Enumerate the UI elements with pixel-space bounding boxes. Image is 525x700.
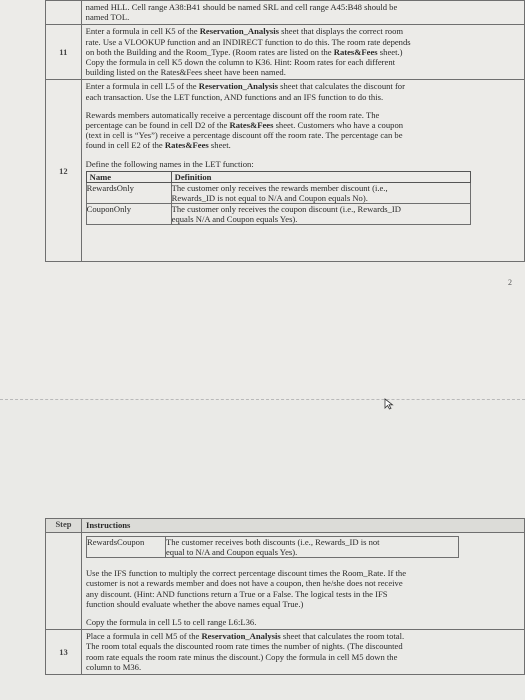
instruction-cell: named HLL. Cell range A38:B41 should be named SRL and cell range A45:B48 should be named TOL. xyxy=(81,1,524,25)
step-column-header: Step xyxy=(46,519,82,533)
table-row: CouponOnly The customer only receives the coupon discount (i.e., Rewards_ID equals N/A and Coupon equals Yes). xyxy=(86,203,470,224)
instruction-cell: Place a formula in cell M5 of the Reservation_Analysis sheet that calculates the room total. The room total equals the discounted room rate times the number of nights. (The discounted room rate equals the room rate minus the discount.) Copy the formula in cell M5 down the column to M36. xyxy=(81,630,524,675)
table-row xyxy=(46,533,525,630)
instructions-table-bottom xyxy=(45,518,525,675)
table-row: RewardsCoupon The customer receives both discounts (i.e., Rewards_ID is not equal to N/A and Coupon equals Yes). xyxy=(86,537,458,558)
instruction-cell: Enter a formula in cell K5 of the Reservation_Analysis sheet that displays the correct room rate. Use a VLOOKUP function and an INDIRECT function to do this. The room rate depends on both the Building and the Room_Type. (Room rates are listed on the Rates&Fees sheet.) Copy the formula in cell K5 down the column to K36. Hint: Room rates for each different building listed on the Rates&Fees sheet have been named. xyxy=(81,25,524,80)
table-row xyxy=(46,25,525,80)
instructions-column-header: Instructions xyxy=(81,519,524,533)
step-number: 11 xyxy=(46,25,82,80)
let-names-table xyxy=(86,171,471,225)
instruction-cell: Enter a formula in cell L5 of the Reservation_Analysis sheet that calculates the discount for each transaction. Use the LET function, AND functions and an IFS function to do this. Rewards members automatically receive a percentage discount off the room rate. The percentage can be found in cell D2 of the Rates&Fees sheet. Customers who have a coupon (text in cell is “Yes”) receive a percentage discount off the room rate. The percentage can be found in cell E2 of the Rates&Fees sheet. Define the following names in the LET function: Name Definition RewardsOnly The customer only receives the rewards member discount (i.e., Rewards_ID is not equal to N/A and Coupon equals No). CouponOnly The customer only receives the coupon discount (i.e., Rewards_ID equals N/A and Coupon equals Yes). xyxy=(81,80,524,262)
table-header-row xyxy=(46,519,525,533)
instruction-cell: RewardsCoupon The customer receives both discounts (i.e., Rewards_ID is not equal to N/A and Coupon equals Yes). Use the IFS function to multiply the correct percentage discount times the Room_Rate. If the customer is not a rewards member and does not have a coupon, then he/she does not receive any discount. (Hint: AND functions return a True or a False. The logical tests in the IFS function should evaluate whether the above names equal True.) Copy the formula in cell L5 to cell range L6:L36. xyxy=(81,533,524,630)
page-number: 2 xyxy=(508,278,512,287)
page-break-line xyxy=(0,399,525,400)
table-header-row: Name Definition xyxy=(86,171,470,182)
instructions-table-top xyxy=(45,0,525,262)
table-row xyxy=(46,630,525,675)
step-number: 13 xyxy=(46,630,82,675)
let-names-table-continued xyxy=(86,536,459,558)
mouse-cursor-icon xyxy=(384,398,394,410)
table-row: RewardsOnly The customer only receives the rewards member discount (i.e., Rewards_ID is not equal to N/A and Coupon equals No). xyxy=(86,182,470,203)
table-row xyxy=(46,80,525,262)
step-number: 12 xyxy=(46,80,82,262)
table-row xyxy=(46,1,525,25)
